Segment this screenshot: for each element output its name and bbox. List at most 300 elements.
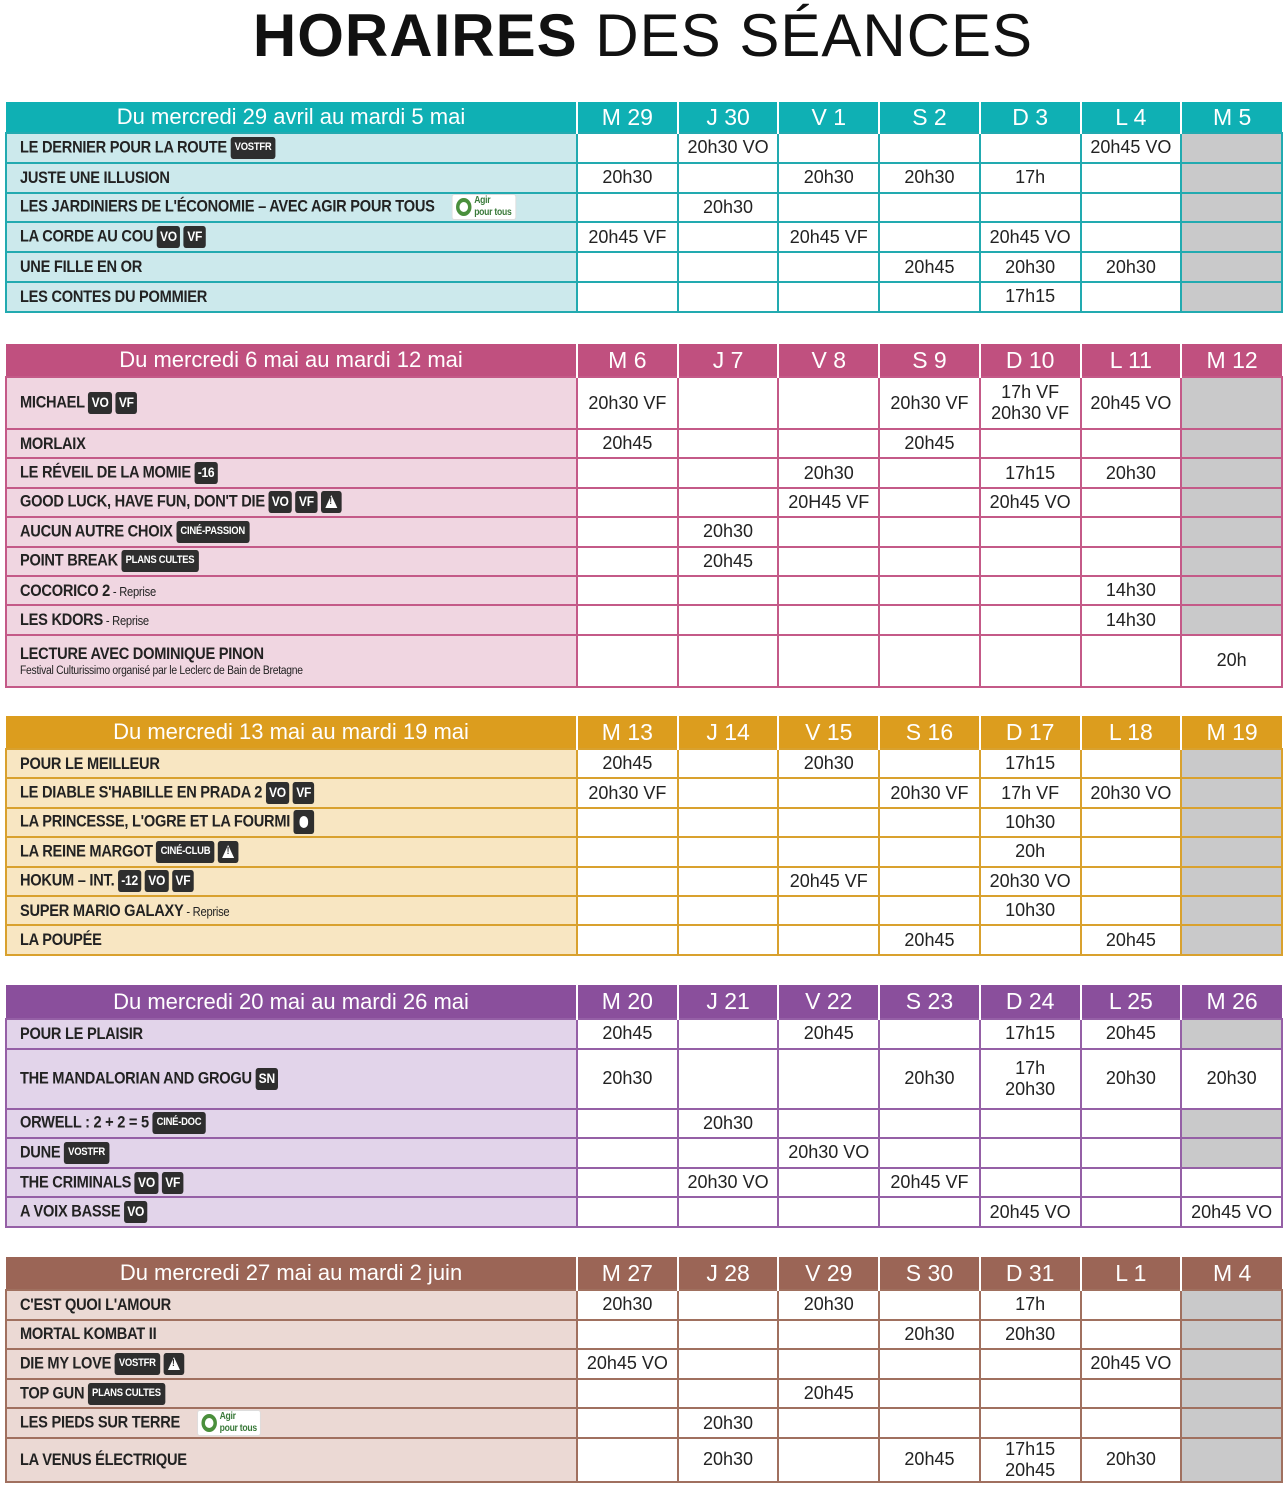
showtime-cell — [980, 867, 1081, 896]
closed-day-cell — [1181, 163, 1282, 193]
day-header: D 3 — [980, 102, 1081, 133]
showtime-cell — [980, 1049, 1081, 1109]
showtime-cell — [1081, 1438, 1182, 1482]
showtime: 20h30 — [1005, 256, 1056, 277]
showtime-cell — [1081, 1290, 1182, 1320]
showtime-cell — [577, 282, 678, 312]
film-title-cell — [6, 837, 577, 866]
showtime-cell — [678, 547, 779, 576]
film-title — [20, 581, 156, 601]
week-header-row — [6, 716, 1282, 749]
film-badge: VO — [88, 392, 112, 414]
showtime: 20h30 VF — [991, 403, 1070, 423]
film-title-cell — [6, 605, 577, 634]
film-title-cell — [6, 1168, 577, 1198]
week-table — [5, 1257, 1283, 1483]
film-title-text: LA PRINCESSE, L'OGRE ET LA FOURMI — [20, 811, 291, 831]
showtime-cell — [980, 377, 1081, 429]
leaf-icon — [202, 1414, 217, 1432]
showtime-cell — [980, 605, 1081, 634]
showtime-cell — [778, 133, 879, 163]
day-header: V 15 — [778, 716, 879, 749]
film-title — [20, 1172, 184, 1194]
closed-day-cell — [1181, 778, 1282, 807]
showtime-cell — [778, 252, 879, 282]
film-title — [20, 930, 102, 950]
film-row — [6, 635, 1282, 687]
showtime-cell — [1081, 605, 1182, 634]
showtime-cell — [1181, 1049, 1282, 1109]
film-row — [6, 1438, 1282, 1482]
closed-day-cell — [1181, 1320, 1282, 1350]
film-row — [6, 282, 1282, 312]
week-schedule — [5, 985, 1283, 1228]
film-title-text: A VOIX BASSE — [20, 1201, 121, 1221]
closed-day-cell — [1181, 1109, 1282, 1139]
film-row — [6, 222, 1282, 252]
showtime-cell — [577, 1349, 678, 1379]
film-badge: VF — [172, 870, 194, 892]
closed-day-cell — [1181, 252, 1282, 282]
closed-day-cell — [1181, 282, 1282, 312]
film-row — [6, 1019, 1282, 1049]
week-schedule — [5, 716, 1283, 956]
showtime-cell — [879, 282, 980, 312]
film-title-text: LES PIEDS SUR TERRE — [20, 1412, 181, 1432]
film-note: - Reprise — [102, 613, 149, 629]
film-title-cell — [6, 778, 577, 807]
showtime: 20h30 — [904, 167, 955, 188]
showtime: 20h30 VF — [588, 782, 667, 803]
showtime-cell — [577, 377, 678, 429]
showtime-cell — [980, 1138, 1081, 1168]
showtime-cell — [980, 1408, 1081, 1438]
day-header: M 26 — [1181, 985, 1282, 1019]
showtime: 14h30 — [1105, 580, 1156, 601]
showtime-cell — [980, 252, 1081, 282]
film-title-text: LE RÉVEIL DE LA MOMIE — [20, 462, 191, 482]
showtime-cell — [879, 1109, 980, 1139]
page-title — [0, 4, 1286, 68]
showtime: 20h30 — [803, 462, 854, 483]
film-title — [20, 462, 218, 484]
showtime: 20h45 VO — [989, 1201, 1071, 1222]
film-title — [20, 550, 199, 572]
showtime-cell — [1081, 1109, 1182, 1139]
film-badge: CINÉ-CLUB — [156, 841, 214, 863]
film-title-cell — [6, 1109, 577, 1139]
film-title-cell — [6, 252, 577, 282]
showtime: 20h30 VF — [890, 782, 969, 803]
film-badge: CINÉ-PASSION — [176, 521, 249, 543]
showtime: 20h30 — [703, 1449, 754, 1470]
showtime-cell — [778, 1408, 879, 1438]
closed-day-cell — [1181, 1438, 1282, 1482]
showtime-cell — [577, 1408, 678, 1438]
showtime: 17h15 — [1005, 462, 1056, 483]
showtime-cell — [980, 1290, 1081, 1320]
showtime-cell — [778, 576, 879, 605]
showtime-cell — [577, 1320, 678, 1350]
showtime-cell — [980, 429, 1081, 458]
showtime-cell — [980, 282, 1081, 312]
showtime-cell — [1081, 377, 1182, 429]
showtime-cell — [778, 1138, 879, 1168]
film-title-text: LA CORDE AU COU — [20, 226, 154, 246]
showtime-cell — [980, 896, 1081, 925]
week-table — [5, 716, 1283, 956]
film-row — [6, 1349, 1282, 1379]
showtime-cell — [879, 808, 980, 837]
showtime-cell — [577, 193, 678, 223]
showtime-cell — [879, 133, 980, 163]
showtime-cell — [879, 488, 980, 517]
showtime-cell — [980, 222, 1081, 252]
film-row — [6, 925, 1282, 954]
film-title-cell — [6, 925, 577, 954]
film-title-cell — [6, 547, 577, 576]
showtime-cell — [1081, 837, 1182, 866]
closed-day-cell — [1181, 458, 1282, 487]
film-title — [20, 1410, 261, 1436]
showtime-cell — [678, 925, 779, 954]
day-header: M 12 — [1181, 344, 1282, 377]
closed-day-cell — [1181, 576, 1282, 605]
showtime: 20h30 VF — [890, 392, 969, 413]
showtime-cell — [980, 458, 1081, 487]
showtime-cell — [778, 1019, 879, 1049]
showtime-cell — [678, 1049, 779, 1109]
showtime-cell — [678, 517, 779, 546]
showtime-cell — [678, 222, 779, 252]
showtime-cell — [980, 808, 1081, 837]
showtime-cell — [778, 517, 879, 546]
showtime-cell — [577, 896, 678, 925]
day-header: J 21 — [678, 985, 779, 1019]
day-header: D 31 — [980, 1257, 1081, 1290]
showtime-cell — [980, 576, 1081, 605]
film-title-text: C'EST QUOI L'AMOUR — [20, 1294, 171, 1314]
warning-icon — [321, 491, 342, 513]
showtime-cell — [778, 547, 879, 576]
showtime-cell — [1081, 488, 1182, 517]
film-title-text: GOOD LUCK, HAVE FUN, DON'T DIE — [20, 491, 265, 511]
day-header: M 6 — [577, 344, 678, 377]
showtime-cell — [879, 1349, 980, 1379]
week-table — [5, 102, 1283, 313]
showtime-cell — [1081, 133, 1182, 163]
showtime: 20h45 VF — [789, 870, 868, 891]
showtime-cell — [778, 896, 879, 925]
showtime: 20h30 — [1105, 462, 1156, 483]
film-title — [20, 226, 206, 248]
showtime-cell — [879, 252, 980, 282]
showtime-cell — [778, 488, 879, 517]
page-title-bold: HORAIRES — [252, 2, 578, 69]
film-title — [20, 870, 194, 892]
showtime-cell — [678, 1320, 779, 1350]
film-title — [20, 392, 137, 414]
showtime-cell — [1081, 429, 1182, 458]
film-title-cell — [6, 635, 577, 687]
showtime-cell — [1081, 1168, 1182, 1198]
film-title — [20, 491, 341, 513]
agir-logo-text: Agir pour tous — [219, 1411, 257, 1435]
film-title-text: LE DERNIER POUR LA ROUTE — [20, 137, 227, 157]
film-title-cell — [6, 749, 577, 778]
day-header: D 17 — [980, 716, 1081, 749]
showtime: 20h30 — [703, 196, 754, 217]
film-title-cell — [6, 1379, 577, 1409]
week-range: Du mercredi 6 mai au mardi 12 mai — [6, 344, 577, 377]
showtime: 20h30 VO — [687, 137, 769, 158]
showtime-cell — [879, 1168, 980, 1198]
film-title-text: LA VENUS ÉLECTRIQUE — [20, 1449, 187, 1469]
film-badge: VO — [135, 1172, 159, 1194]
film-row — [6, 517, 1282, 546]
showtime: 20h30 VO — [788, 1142, 870, 1163]
film-title-cell — [6, 1408, 577, 1438]
film-title-text: ORWELL : 2 + 2 = 5 — [20, 1112, 149, 1132]
film-row — [6, 547, 1282, 576]
showtime-cell — [678, 1168, 779, 1198]
showtime-cell — [678, 282, 779, 312]
showtime-cell — [1081, 1138, 1182, 1168]
film-badge: VO — [145, 870, 169, 892]
day-header: M 19 — [1181, 716, 1282, 749]
film-row — [6, 605, 1282, 634]
showtime-cell — [577, 837, 678, 866]
closed-day-cell — [1181, 1019, 1282, 1049]
showtime-cell — [1081, 163, 1182, 193]
showtime: 17h VF — [1001, 382, 1060, 402]
film-title-text: DIE MY LOVE — [20, 1353, 112, 1373]
showtime-cell — [1081, 252, 1182, 282]
day-header: S 9 — [879, 344, 980, 377]
showtime: 17h — [1015, 167, 1046, 188]
showtime: 20h30 VF — [588, 392, 667, 413]
showtime-cell — [577, 517, 678, 546]
agir-pour-tous-logo — [197, 1410, 261, 1436]
showtime-cell — [980, 1168, 1081, 1198]
showtime: 10h30 — [1005, 900, 1056, 921]
showtime-cell — [879, 1408, 980, 1438]
leaf-icon — [456, 198, 471, 216]
showtime-cell — [678, 1438, 779, 1482]
film-title-text: DUNE — [20, 1142, 61, 1162]
film-badge: VF — [295, 491, 317, 513]
showtime-cell — [678, 458, 779, 487]
showtime: 20h45 — [1105, 929, 1156, 950]
closed-day-cell — [1181, 429, 1282, 458]
showtime-cell — [678, 1408, 779, 1438]
showtime: 20h — [1216, 650, 1247, 671]
showtime: 20h30 — [1005, 1078, 1056, 1099]
film-title-text: LA REINE MARGOT — [20, 841, 153, 861]
showtime-cell — [577, 576, 678, 605]
film-title-cell — [6, 1049, 577, 1109]
film-row — [6, 837, 1282, 866]
film-title — [20, 1295, 171, 1315]
film-badge: VO — [266, 782, 290, 804]
showtime-cell — [678, 429, 779, 458]
showtime-cell — [879, 837, 980, 866]
showtime-cell — [778, 377, 879, 429]
showtime: 20h45 — [602, 433, 653, 454]
film-title — [20, 168, 170, 188]
showtime-cell — [678, 837, 779, 866]
showtime-cell — [778, 925, 879, 954]
film-title-text: MORLAIX — [20, 433, 86, 453]
film-badge: VF — [293, 782, 315, 804]
film-title-cell — [6, 1138, 577, 1168]
film-row — [6, 1109, 1282, 1139]
showtime-cell — [678, 1290, 779, 1320]
film-title-cell — [6, 1349, 577, 1379]
showtime-cell — [678, 163, 779, 193]
film-title — [20, 137, 276, 159]
agir-pour-tous-logo — [452, 194, 516, 220]
showtime-cell — [1081, 517, 1182, 546]
film-title-text: MORTAL KOMBAT II — [20, 1324, 157, 1344]
showtime-cell — [879, 1049, 980, 1109]
showtime-cell — [879, 925, 980, 954]
film-title-cell — [6, 1320, 577, 1350]
showtime: 20H45 VF — [788, 491, 870, 512]
showtime-cell — [980, 778, 1081, 807]
film-title — [20, 521, 249, 543]
showtime-cell — [879, 1320, 980, 1350]
showtime: 20h30 — [803, 167, 854, 188]
film-title-cell — [6, 488, 577, 517]
film-title-text: POUR LE MEILLEUR — [20, 753, 160, 773]
showtime: 20h45 — [703, 550, 754, 571]
showtime-cell — [879, 635, 980, 687]
week-range: Du mercredi 29 avril au mardi 5 mai — [6, 102, 577, 133]
showtime-cell — [980, 1438, 1081, 1482]
film-badge: VOSTFR — [64, 1142, 109, 1164]
showtime-cell — [678, 778, 779, 807]
showtime: 20h45 VO — [1191, 1201, 1273, 1222]
film-title-cell — [6, 222, 577, 252]
showtime: 20h45 VO — [1090, 1353, 1172, 1374]
showtime: 20h45 — [803, 1383, 854, 1404]
showtime-cell — [577, 1438, 678, 1482]
film-title-text: LES CONTES DU POMMIER — [20, 286, 208, 306]
showtime-cell — [1081, 1197, 1182, 1227]
showtime: 20h45 — [904, 929, 955, 950]
showtime-cell — [577, 1197, 678, 1227]
showtime-cell — [577, 163, 678, 193]
day-header: J 7 — [678, 344, 779, 377]
film-title — [20, 841, 239, 863]
closed-day-cell — [1181, 488, 1282, 517]
showtime-cell — [1081, 193, 1182, 223]
teddy-bear-icon — [293, 810, 314, 834]
closed-day-cell — [1181, 749, 1282, 778]
closed-day-cell — [1181, 837, 1282, 866]
showtime-cell — [879, 1379, 980, 1409]
showtime: 20h45 — [803, 1023, 854, 1044]
film-title-cell — [6, 1197, 577, 1227]
showtime: 14h30 — [1105, 609, 1156, 630]
day-header: V 1 — [778, 102, 879, 133]
showtime: 17h — [1015, 1057, 1046, 1078]
showtime-cell — [879, 576, 980, 605]
day-header: J 28 — [678, 1257, 779, 1290]
film-row — [6, 429, 1282, 458]
showtime-cell — [879, 605, 980, 634]
showtime-cell — [1081, 778, 1182, 807]
film-row — [6, 163, 1282, 193]
showtime-cell — [678, 808, 779, 837]
showtime-cell — [1081, 576, 1182, 605]
film-title — [20, 1024, 143, 1044]
showtime-cell — [1081, 1049, 1182, 1109]
showtime-cell — [577, 1379, 678, 1409]
showtime-cell — [980, 925, 1081, 954]
day-header: M 20 — [577, 985, 678, 1019]
week-range: Du mercredi 27 mai au mardi 2 juin — [6, 1257, 577, 1290]
day-header: M 5 — [1181, 102, 1282, 133]
showtime-cell — [577, 488, 678, 517]
week-schedule — [5, 1257, 1283, 1483]
showtime-cell — [678, 605, 779, 634]
showtime: 17h15 — [1005, 286, 1056, 307]
film-title-text: COCORICO 2 — [20, 580, 111, 600]
showtime: 10h30 — [1005, 811, 1056, 832]
showtime-cell — [678, 635, 779, 687]
showtime-cell — [879, 193, 980, 223]
day-header: L 4 — [1081, 102, 1182, 133]
showtime-cell — [1081, 925, 1182, 954]
showtime: 20h30 — [703, 1112, 754, 1133]
showtime-cell — [1181, 635, 1282, 687]
closed-day-cell — [1181, 1408, 1282, 1438]
day-header: J 30 — [678, 102, 779, 133]
showtime: 20h45 — [904, 256, 955, 277]
showtime-cell — [778, 749, 879, 778]
closed-day-cell — [1181, 133, 1282, 163]
showtime: 20h45 — [602, 753, 653, 774]
showtime-cell — [879, 867, 980, 896]
film-badge: VOSTFR — [115, 1353, 160, 1375]
showtime-cell — [879, 1197, 980, 1227]
showtime-cell — [678, 576, 779, 605]
showtime: 20h30 — [602, 167, 653, 188]
day-header: V 22 — [778, 985, 879, 1019]
showtime: 20h45 — [1005, 1459, 1056, 1480]
showtime-cell — [980, 547, 1081, 576]
showtime: 20h30 — [1105, 1068, 1156, 1089]
showtime-cell — [879, 1138, 980, 1168]
week-header-row — [6, 1257, 1282, 1290]
showtime: 20h45 VO — [586, 1353, 668, 1374]
showtime-cell — [879, 458, 980, 487]
showtime-cell — [980, 1019, 1081, 1049]
showtime-cell — [778, 1109, 879, 1139]
day-header: S 2 — [879, 102, 980, 133]
film-title — [20, 644, 264, 664]
film-title — [20, 1450, 187, 1470]
showtime-cell — [1081, 222, 1182, 252]
showtime-cell — [577, 808, 678, 837]
showtime-cell — [980, 488, 1081, 517]
film-row — [6, 1138, 1282, 1168]
showtime-cell — [879, 896, 980, 925]
film-badge: PLANS CULTES — [88, 1383, 165, 1405]
showtime-cell — [879, 517, 980, 546]
